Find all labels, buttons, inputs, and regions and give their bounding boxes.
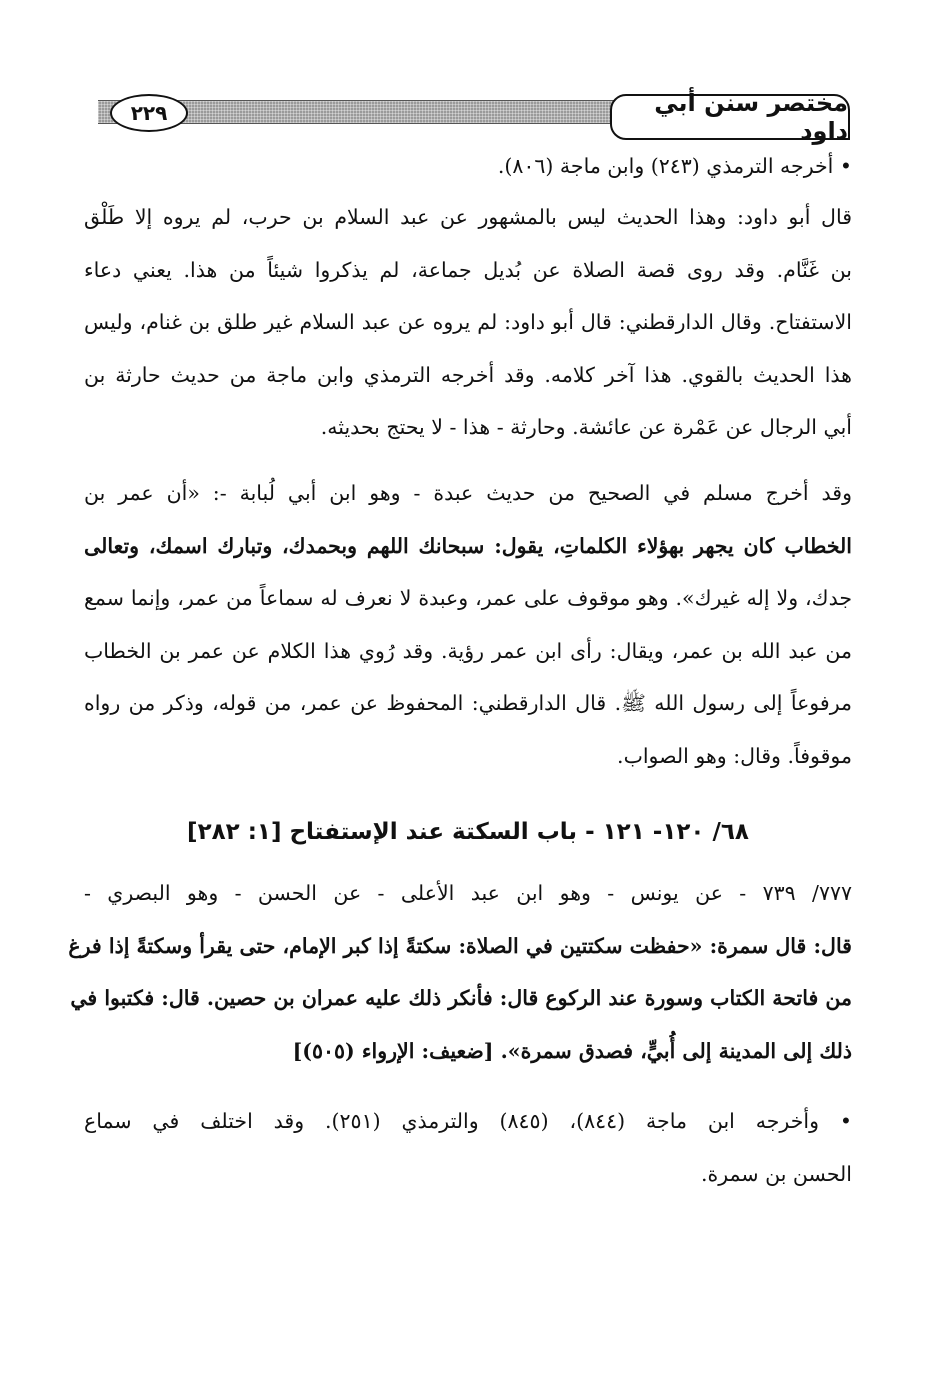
- text-line: بن غَنَّام. وقد روى قصة الصلاة عن بُديل جماعة، لم يذكروا شيئاً من هذا. يعني دعاء: [84, 257, 852, 282]
- text-line: ٧٧٧/ ٧٣٩ - عن يونس - وهو ابن عبد الأعلى - عن الحسن - وهو البصري -: [84, 881, 852, 905]
- text-line: جدك، ولا إله غيرك». وهو موقوف على عمر، وعبدة لا نعرف له سماعاً من عمر، وإنما سمع: [84, 586, 852, 611]
- page-header: [98, 89, 850, 145]
- chapter-heading: ٦٨/ ١٢٠- ١٢١ - باب السكتة عند الإستفتاح [١: ٢٨٢]: [187, 819, 749, 845]
- text-line: هذا الحديث بالقوي. هذا آخر كلامه. وقد أخرجه الترمذي وابن ماجة من حديث حارثة بن: [84, 362, 852, 387]
- text-line: قال أبو داود: وهذا الحديث ليس بالمشهور عن عبد السلام بن حرب، لم يروه إلا طَلْق: [84, 205, 852, 229]
- text-line: وقد أخرج مسلم في الصحيح من حديث عبدة - وهو ابن أبي لُبابة -: «أن عمر بن: [84, 481, 852, 505]
- text-line: • أخرجه الترمذي (٢٤٣) وابن ماجة (٨٠٦).: [497, 154, 852, 178]
- text-line: الخطاب كان يجهر بهؤلاء الكلماتِ، يقول: سبحانك اللهم وبحمدك، وتبارك اسمك، وتعالى: [84, 533, 852, 558]
- page-number: ٢٢٩: [110, 94, 188, 132]
- text-line: مرفوعاً إلى رسول الله ﷺ. قال الدارقطني: المحفوظ عن عمر، من قوله، وذكر من رواه: [84, 691, 852, 716]
- text-line: • وأخرجه ابن ماجة (٨٤٤)، (٨٤٥) والترمذي (٢٥١). وقد اختلف في سماع: [84, 1109, 853, 1133]
- book-title: مختصر سنن أبي داود: [610, 94, 850, 140]
- footnote-takhrij-2: [84, 1095, 852, 1200]
- text-line: ذلك إلى المدينة إلى أُبيٍّ، فصدق سمرة». [ضعيف: الإرواء (٥٠٥)]: [292, 1038, 852, 1063]
- text-line: الحسن بن سمرة.: [700, 1161, 852, 1186]
- hadith-text: [68, 867, 852, 1077]
- text-line: الاستفتاح. وقال الدارقطني: قال أبو داود: لم يروه عن عبد السلام غير طلق بن غنام، وليس: [84, 310, 852, 335]
- footnote-takhrij-1: [84, 140, 852, 193]
- paragraph-muslim-narration: [84, 467, 852, 783]
- text-line: من عبد الله بن عمر، ويقال: رأى ابن عمر رؤية. وقد رُوي هذا الكلام عن عمر بن الخطاب: [84, 638, 852, 663]
- text-line: أبي الرجال عن عَمْرة عن عائشة. وحارثة - هذا - لا يحتج بحديثه.: [320, 415, 852, 440]
- text-line: قال: قال سمرة: «حفظت سكتتين في الصلاة: سكتةً إذا كبر الإمام، حتى يقرأ وسكتةً إذا فرغ: [68, 933, 852, 958]
- text-line: من فاتحة الكتاب وسورة عند الركوع قال: فأنكر ذلك عليه عمران بن حصين. قال: فكتبوا في: [70, 986, 852, 1011]
- text-line: موقوفاً. وقال: وهو الصواب.: [617, 743, 852, 768]
- paragraph-abu-dawud-comment: [84, 191, 852, 454]
